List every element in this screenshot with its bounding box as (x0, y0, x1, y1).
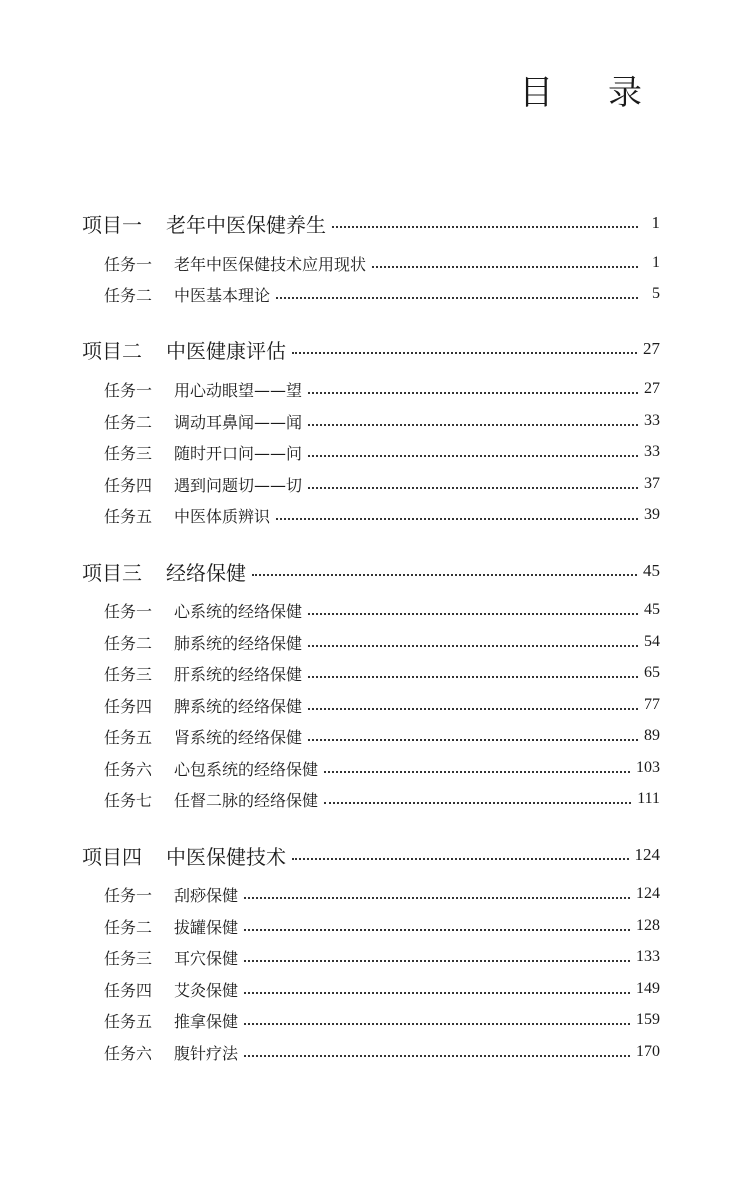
toc-task-entry[interactable] (104, 374, 660, 404)
entry-page-number: 77 (644, 696, 660, 713)
dot-leader (244, 1055, 630, 1057)
toc-task-entry[interactable] (104, 437, 660, 467)
entry-title: 肺系统的经络保健 (174, 633, 303, 653)
entry-page-number: 124 (634, 845, 660, 864)
entry-title: 调动耳鼻闻——闻 (174, 412, 303, 432)
entry-title: 中医基本理论 (174, 285, 271, 305)
entry-title: 老年中医保健技术应用现状 (174, 254, 367, 274)
dot-leader (244, 960, 630, 962)
dot-leader (276, 518, 638, 520)
toc-task-entry[interactable] (104, 658, 660, 688)
page-title: 目 录 (519, 73, 664, 113)
toc-task-entry[interactable] (104, 595, 660, 625)
entry-page-number: 159 (636, 1011, 660, 1028)
entry-page-number: 170 (636, 1043, 660, 1060)
entry-number: 任务六 (104, 759, 153, 779)
entry-number: 任务二 (104, 285, 153, 305)
toc-task-entry[interactable] (104, 753, 660, 783)
entry-number: 任务五 (104, 727, 153, 747)
entry-number: 任务五 (104, 1011, 153, 1031)
dot-leader (308, 613, 638, 615)
entry-title: 耳穴保健 (174, 948, 239, 968)
dot-leader (292, 352, 637, 354)
entry-page-number: 128 (636, 917, 660, 934)
entry-title: 刮痧保健 (174, 885, 239, 905)
entry-page-number: 45 (644, 601, 660, 618)
entry-title: 经络保健 (166, 560, 246, 585)
entry-title: 遇到问题切——切 (174, 475, 303, 495)
entry-number: 项目一 (82, 212, 142, 237)
entry-page-number: 27 (643, 339, 660, 358)
entry-title: 中医体质辨识 (174, 506, 271, 526)
entry-page-number: 27 (644, 380, 660, 397)
entry-title: 艾灸保健 (174, 980, 239, 1000)
toc-task-entry[interactable] (104, 469, 660, 499)
entry-title: 脾系统的经络保健 (174, 696, 303, 716)
toc-project-entry[interactable] (82, 840, 660, 870)
entry-title: 心系统的经络保健 (174, 601, 303, 621)
dot-leader (252, 574, 637, 576)
entry-page-number: 5 (652, 285, 660, 302)
entry-page-number: 45 (643, 561, 660, 580)
entry-number: 任务二 (104, 633, 153, 653)
entry-page-number: 1 (651, 213, 660, 232)
dot-leader (308, 676, 638, 678)
dot-leader (292, 858, 629, 860)
entry-page-number: 133 (636, 948, 660, 965)
entry-title: 老年中医保健养生 (166, 212, 326, 237)
toc-task-entry[interactable] (104, 1037, 660, 1067)
entry-number: 任务二 (104, 917, 153, 937)
toc-task-entry[interactable] (104, 879, 660, 909)
toc-task-entry[interactable] (104, 1005, 660, 1035)
entry-title: 随时开口问——问 (174, 443, 303, 463)
dot-leader (244, 897, 630, 899)
toc-task-entry[interactable] (104, 942, 660, 972)
entry-page-number: 111 (637, 790, 660, 807)
dot-leader (308, 708, 638, 710)
dot-leader (308, 739, 638, 741)
toc-task-entry[interactable] (104, 974, 660, 1004)
toc-task-entry[interactable] (104, 721, 660, 751)
dot-leader (324, 771, 630, 773)
entry-number: 任务四 (104, 980, 153, 1000)
entry-number: 项目二 (82, 338, 142, 363)
entry-title: 腹针疗法 (174, 1043, 239, 1063)
dot-leader (308, 645, 638, 647)
dot-leader (276, 297, 638, 299)
dot-leader (244, 929, 630, 931)
entry-number: 任务三 (104, 443, 153, 463)
entry-number: 任务四 (104, 696, 153, 716)
entry-page-number: 1 (652, 254, 660, 271)
entry-title: 任督二脉的经络保健 (174, 790, 319, 810)
toc-task-entry[interactable] (104, 279, 660, 309)
entry-title: 用心动眼望——望 (174, 380, 303, 400)
dot-leader (324, 802, 631, 804)
entry-title: 肾系统的经络保健 (174, 727, 303, 747)
entry-page-number: 103 (636, 759, 660, 776)
entry-page-number: 89 (644, 727, 660, 744)
toc-task-entry[interactable] (104, 248, 660, 278)
toc-project-entry[interactable] (82, 556, 660, 586)
entry-page-number: 37 (644, 475, 660, 492)
entry-number: 任务二 (104, 412, 153, 432)
entry-page-number: 33 (644, 412, 660, 429)
dot-leader (244, 992, 630, 994)
toc-task-entry[interactable] (104, 406, 660, 436)
toc-task-entry[interactable] (104, 911, 660, 941)
entry-number: 任务四 (104, 475, 153, 495)
entry-number: 任务六 (104, 1043, 153, 1063)
entry-title: 肝系统的经络保健 (174, 664, 303, 684)
entry-page-number: 54 (644, 633, 660, 650)
entry-title: 心包系统的经络保健 (174, 759, 319, 779)
entry-page-number: 33 (644, 443, 660, 460)
dot-leader (372, 266, 638, 268)
entry-number: 任务一 (104, 885, 153, 905)
toc-task-entry[interactable] (104, 627, 660, 657)
entry-number: 任务一 (104, 380, 153, 400)
entry-page-number: 39 (644, 506, 660, 523)
entry-number: 任务一 (104, 601, 153, 621)
entry-number: 任务一 (104, 254, 153, 274)
entry-number: 任务三 (104, 948, 153, 968)
toc-project-entry[interactable] (82, 334, 660, 364)
entry-number: 任务三 (104, 664, 153, 684)
dot-leader (332, 226, 638, 228)
toc-task-entry[interactable] (104, 500, 660, 530)
toc-project-entry[interactable] (82, 208, 660, 238)
entry-page-number: 65 (644, 664, 660, 681)
entry-number: 项目四 (82, 844, 142, 869)
entry-page-number: 149 (636, 980, 660, 997)
dot-leader (308, 487, 638, 489)
dot-leader (308, 424, 638, 426)
entry-number: 任务七 (104, 790, 153, 810)
entry-title: 推拿保健 (174, 1011, 239, 1031)
entry-page-number: 124 (636, 885, 660, 902)
toc-task-entry[interactable] (104, 690, 660, 720)
entry-title: 拔罐保健 (174, 917, 239, 937)
entry-number: 项目三 (82, 560, 142, 585)
entry-title: 中医保健技术 (166, 844, 286, 869)
entry-number: 任务五 (104, 506, 153, 526)
dot-leader (244, 1023, 630, 1025)
dot-leader (308, 455, 638, 457)
entry-title: 中医健康评估 (166, 338, 286, 363)
toc-task-entry[interactable] (104, 784, 660, 814)
dot-leader (308, 392, 638, 394)
